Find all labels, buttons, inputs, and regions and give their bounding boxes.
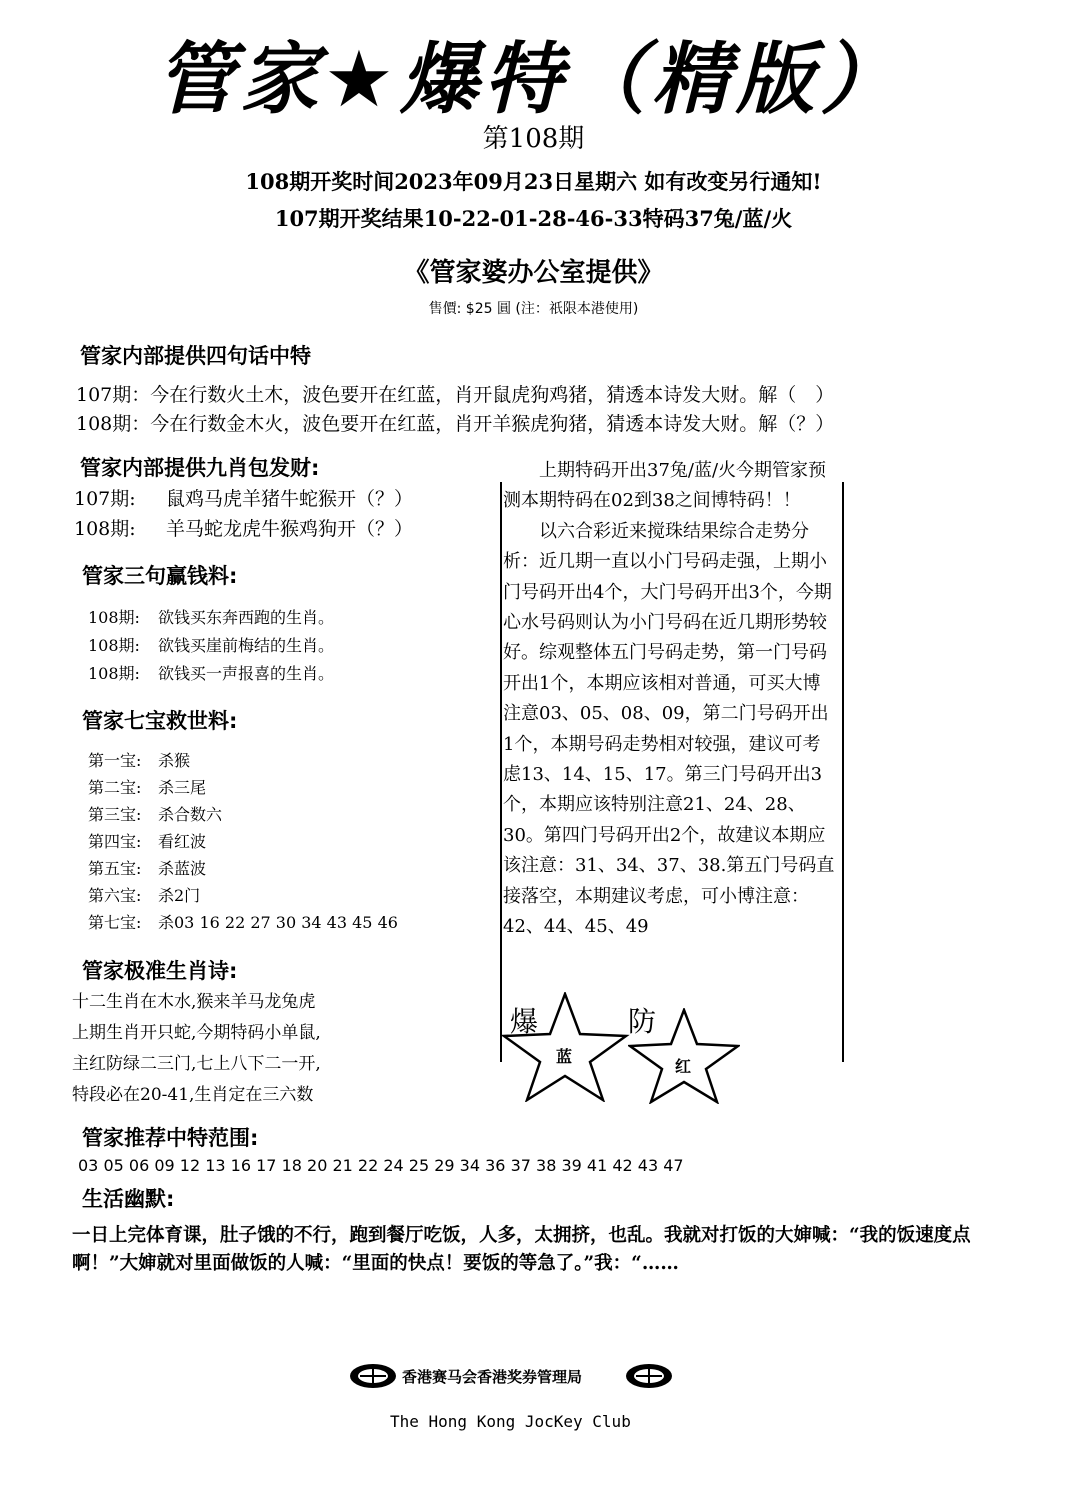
poem-heading: 管家极准生肖诗: [82,959,238,983]
treasure-value: 杀2门 [158,886,201,905]
nine-zodiac-period: 107期: [74,488,136,510]
seven-treasures-heading: 管家七宝救世料: [82,709,238,733]
nine-zodiac-text: 羊马蛇龙虎牛猴鸡狗开（？） [166,518,414,540]
treasure-label: 第三宝: [88,805,142,824]
four-lines-row-107: 107期：今在行数火土木，波色要开在红蓝，肖开鼠虎狗鸡猪，猜透本诗发大财。解（ ） [76,384,835,406]
three-lines-period: 108期: [88,608,140,627]
page-title: 管家★爆特（精版） [156,35,904,125]
analysis-text [503,456,835,943]
fang-star-text: 红 [675,1057,692,1076]
issue-number: 第108期 [482,124,585,154]
treasure-label: 第四宝: [88,832,142,851]
treasure-value: 杀03 16 22 27 30 34 43 45 46 [158,913,398,932]
range-numbers: 03 05 06 09 12 13 16 17 18 20 21 22 24 25 29 34 36 37 38 39 41 42 43 47 [78,1156,684,1175]
treasure-label: 第二宝: [88,778,142,797]
bao-label: 爆 [510,1005,539,1038]
treasure-label: 第七宝: [88,913,142,932]
nine-zodiac-heading: 管家内部提供九肖包发财: [80,456,320,480]
fang-label: 防 [628,1005,657,1038]
footer-org-en: The Hong Kong JocKey Club [390,1412,631,1431]
three-lines-text: 欲钱买东奔西跑的生肖。 [158,608,335,627]
nine-zodiac-period: 108期: [74,518,136,540]
analysis-para-1: 上期特码开出37兔/蓝/火今期管家预测本期特码在02到38之间博特码！！ [503,460,827,512]
jockey-club-logo-icon [348,1362,398,1390]
four-lines-heading: 管家内部提供四句话中特 [80,344,311,368]
jockey-club-logo-icon [624,1362,674,1390]
humor-heading: 生活幽默: [82,1187,175,1211]
bao-star-text: 蓝 [556,1047,573,1066]
range-heading: 管家推荐中特范围: [82,1126,259,1150]
treasure-value: 看红波 [158,832,207,851]
nine-zodiac-text: 鼠鸡马虎羊猪牛蛇猴开（？） [166,488,414,510]
poem-line: 上期生肖开只蛇,今期特码小单鼠, [72,1023,321,1043]
footer-org-cn: 香港赛马会香港奖券管理局 [402,1368,583,1386]
three-lines-text: 欲钱买崖前梅结的生肖。 [158,636,335,655]
provider: 《管家婆办公室提供》 [403,258,664,288]
last-result: 107期开奖结果10-22-01-28-46-33特码37兔/蓝/火 [274,206,793,231]
three-lines-text: 欲钱买一声报喜的生肖。 [158,664,335,683]
poem-line: 十二生肖在木水,猴来羊马龙兔虎 [72,992,316,1012]
treasure-label: 第一宝: [88,751,142,770]
treasure-value: 杀合数六 [158,805,223,824]
draw-notice: 108期开奖时间2023年09月23日星期六 如有改变另行通知! [245,169,822,194]
poem-line: 特段必在20-41,生肖定在三六数 [72,1085,314,1105]
three-lines-period: 108期: [88,636,140,655]
treasure-label: 第五宝: [88,859,142,878]
three-lines-period: 108期: [88,664,140,683]
treasure-value: 杀蓝波 [158,859,207,878]
four-lines-row-108: 108期：今在行数金木火，波色要开在红蓝，肖开羊猴虎狗猪，猜透本诗发大财。解（？） [76,413,835,435]
analysis-para-2: 以六合彩近来搅珠结果综合走势分析：近几期一直以小门号码走强，上期小门号码开出4个，大门号码开出3个，今期心水号码则认为小门号码在近几期形势较好。综观整体五门号码走势，第一门号码开出1个，本期应该相对普通，可买大博注意03、05、08、09，第二门号码开出1个，本期号码走势相对较强，建议可考虑13、14、15、17。第三门号码开出3个，本期应该特别注意21、24、28、30。第四门号码开出2个，故建议本期应该注意：31、34、37、38.第五门号码直接落空，本期建议考虑，可小博注意：42、44、45、49 [503,520,835,938]
treasure-value: 杀三尾 [158,778,207,797]
price-note: 售價: $25 圓 (注：祇限本港使用) [428,301,639,317]
treasure-value: 杀猴 [158,751,191,770]
humor-text: 一日上完体育课，肚子饿的不行，跑到餐厅吃饭，人多，太拥挤，也乱。我就对打饭的大婶喊：“我的饭速度点啊！”大婶就对里面做饭的人喊：“里面的快点！要饭的等急了。”我：“…… [72,1225,971,1274]
three-lines-heading: 管家三句赢钱料: [82,564,238,588]
treasure-label: 第六宝: [88,886,142,905]
poem-line: 主红防绿二三门,七上八下二一开, [72,1054,321,1074]
